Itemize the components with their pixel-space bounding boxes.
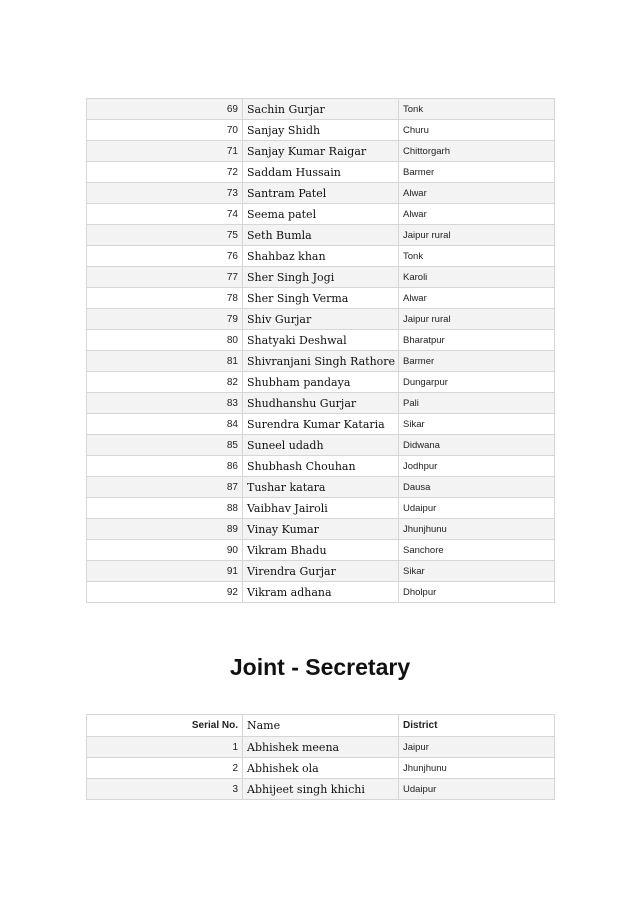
table-row (87, 246, 555, 267)
name-cell: Shatyaki Deshwal (243, 330, 399, 351)
table-row (87, 288, 555, 309)
district-cell: Jaipur rural (399, 225, 555, 246)
table-row (87, 540, 555, 561)
serial-cell: 87 (87, 477, 243, 498)
header-row (87, 715, 555, 737)
table-row (87, 582, 555, 603)
name-cell: Vaibhav Jairoli (243, 498, 399, 519)
table-row (87, 267, 555, 288)
name-cell: Surendra Kumar Kataria (243, 414, 399, 435)
table-row (87, 414, 555, 435)
district-cell: Alwar (399, 288, 555, 309)
serial-cell: 91 (87, 561, 243, 582)
name-cell: Shubham pandaya (243, 372, 399, 393)
name-cell: Shivranjani Singh Rathore (243, 351, 399, 372)
table-row (87, 309, 555, 330)
serial-cell: 71 (87, 141, 243, 162)
name-cell: Sher Singh Verma (243, 288, 399, 309)
serial-cell: 89 (87, 519, 243, 540)
table-header (87, 715, 555, 737)
serial-cell: 1 (87, 737, 243, 758)
serial-cell: 75 (87, 225, 243, 246)
district-cell: Churu (399, 120, 555, 141)
name-cell: Santram Patel (243, 183, 399, 204)
table-row (87, 758, 555, 779)
district-cell: Barmer (399, 351, 555, 372)
name-cell: Sher Singh Jogi (243, 267, 399, 288)
name-cell: Vinay Kumar (243, 519, 399, 540)
table-row (87, 477, 555, 498)
table-row (87, 225, 555, 246)
serial-cell: 77 (87, 267, 243, 288)
name-cell: Suneel udadh (243, 435, 399, 456)
serial-cell: 82 (87, 372, 243, 393)
name-cell: Sanjay Kumar Raigar (243, 141, 399, 162)
table-row (87, 183, 555, 204)
district-cell: Jaipur rural (399, 309, 555, 330)
name-cell: Abhishek meena (243, 737, 399, 758)
serial-header: Serial No. (87, 715, 243, 737)
serial-cell: 72 (87, 162, 243, 183)
district-cell: Sikar (399, 414, 555, 435)
district-cell: Karoli (399, 267, 555, 288)
name-cell: Saddam Hussain (243, 162, 399, 183)
district-cell: Jaipur (399, 737, 555, 758)
table-row (87, 330, 555, 351)
name-cell: Abhishek ola (243, 758, 399, 779)
district-cell: Alwar (399, 183, 555, 204)
serial-cell: 90 (87, 540, 243, 561)
serial-cell: 73 (87, 183, 243, 204)
members-table-body (87, 99, 555, 603)
serial-cell: 88 (87, 498, 243, 519)
name-cell: Seth Bumla (243, 225, 399, 246)
district-cell: Jhunjhunu (399, 519, 555, 540)
district-cell: Didwana (399, 435, 555, 456)
district-cell: Pali (399, 393, 555, 414)
district-cell: Dholpur (399, 582, 555, 603)
table-row (87, 393, 555, 414)
table-row (87, 456, 555, 477)
serial-cell: 83 (87, 393, 243, 414)
name-cell: Shiv Gurjar (243, 309, 399, 330)
name-cell: Shudhanshu Gurjar (243, 393, 399, 414)
district-cell: Sanchore (399, 540, 555, 561)
serial-cell: 3 (87, 779, 243, 800)
name-cell: Vikram adhana (243, 582, 399, 603)
serial-cell: 70 (87, 120, 243, 141)
serial-cell: 74 (87, 204, 243, 225)
table-row (87, 779, 555, 800)
joint-secretary-table (86, 714, 555, 800)
table-row (87, 204, 555, 225)
district-cell: Dausa (399, 477, 555, 498)
serial-cell: 69 (87, 99, 243, 120)
table-row (87, 162, 555, 183)
district-cell: Udaipur (399, 779, 555, 800)
name-header: Name (243, 715, 399, 737)
name-cell: Abhijeet singh khichi (243, 779, 399, 800)
name-cell: Sachin Gurjar (243, 99, 399, 120)
table-row (87, 372, 555, 393)
table-row (87, 99, 555, 120)
district-cell: Sikar (399, 561, 555, 582)
table-row (87, 120, 555, 141)
name-cell: Seema patel (243, 204, 399, 225)
members-table (86, 98, 555, 603)
district-cell: Jodhpur (399, 456, 555, 477)
district-cell: Bharatpur (399, 330, 555, 351)
name-cell: Sanjay Shidh (243, 120, 399, 141)
table-row (87, 498, 555, 519)
district-cell: Udaipur (399, 498, 555, 519)
name-cell: Shubhash Chouhan (243, 456, 399, 477)
serial-cell: 86 (87, 456, 243, 477)
district-cell: Tonk (399, 246, 555, 267)
section-heading: Joint - Secretary (229, 654, 411, 680)
serial-cell: 79 (87, 309, 243, 330)
serial-cell: 85 (87, 435, 243, 456)
district-cell: Alwar (399, 204, 555, 225)
table-row (87, 519, 555, 540)
serial-cell: 92 (87, 582, 243, 603)
name-cell: Virendra Gurjar (243, 561, 399, 582)
serial-cell: 80 (87, 330, 243, 351)
district-cell: Jhunjhunu (399, 758, 555, 779)
name-cell: Shahbaz khan (243, 246, 399, 267)
name-cell: Tushar katara (243, 477, 399, 498)
district-cell: Dungarpur (399, 372, 555, 393)
table-row (87, 141, 555, 162)
district-cell: Barmer (399, 162, 555, 183)
serial-cell: 81 (87, 351, 243, 372)
table-row (87, 351, 555, 372)
table-row (87, 435, 555, 456)
joint-secretary-table-body (87, 737, 555, 800)
serial-cell: 76 (87, 246, 243, 267)
serial-cell: 78 (87, 288, 243, 309)
district-cell: Tonk (399, 99, 555, 120)
serial-cell: 84 (87, 414, 243, 435)
district-cell: Chittorgarh (399, 141, 555, 162)
district-header: District (399, 715, 555, 737)
name-cell: Vikram Bhadu (243, 540, 399, 561)
table-row (87, 561, 555, 582)
table-row (87, 737, 555, 758)
serial-cell: 2 (87, 758, 243, 779)
